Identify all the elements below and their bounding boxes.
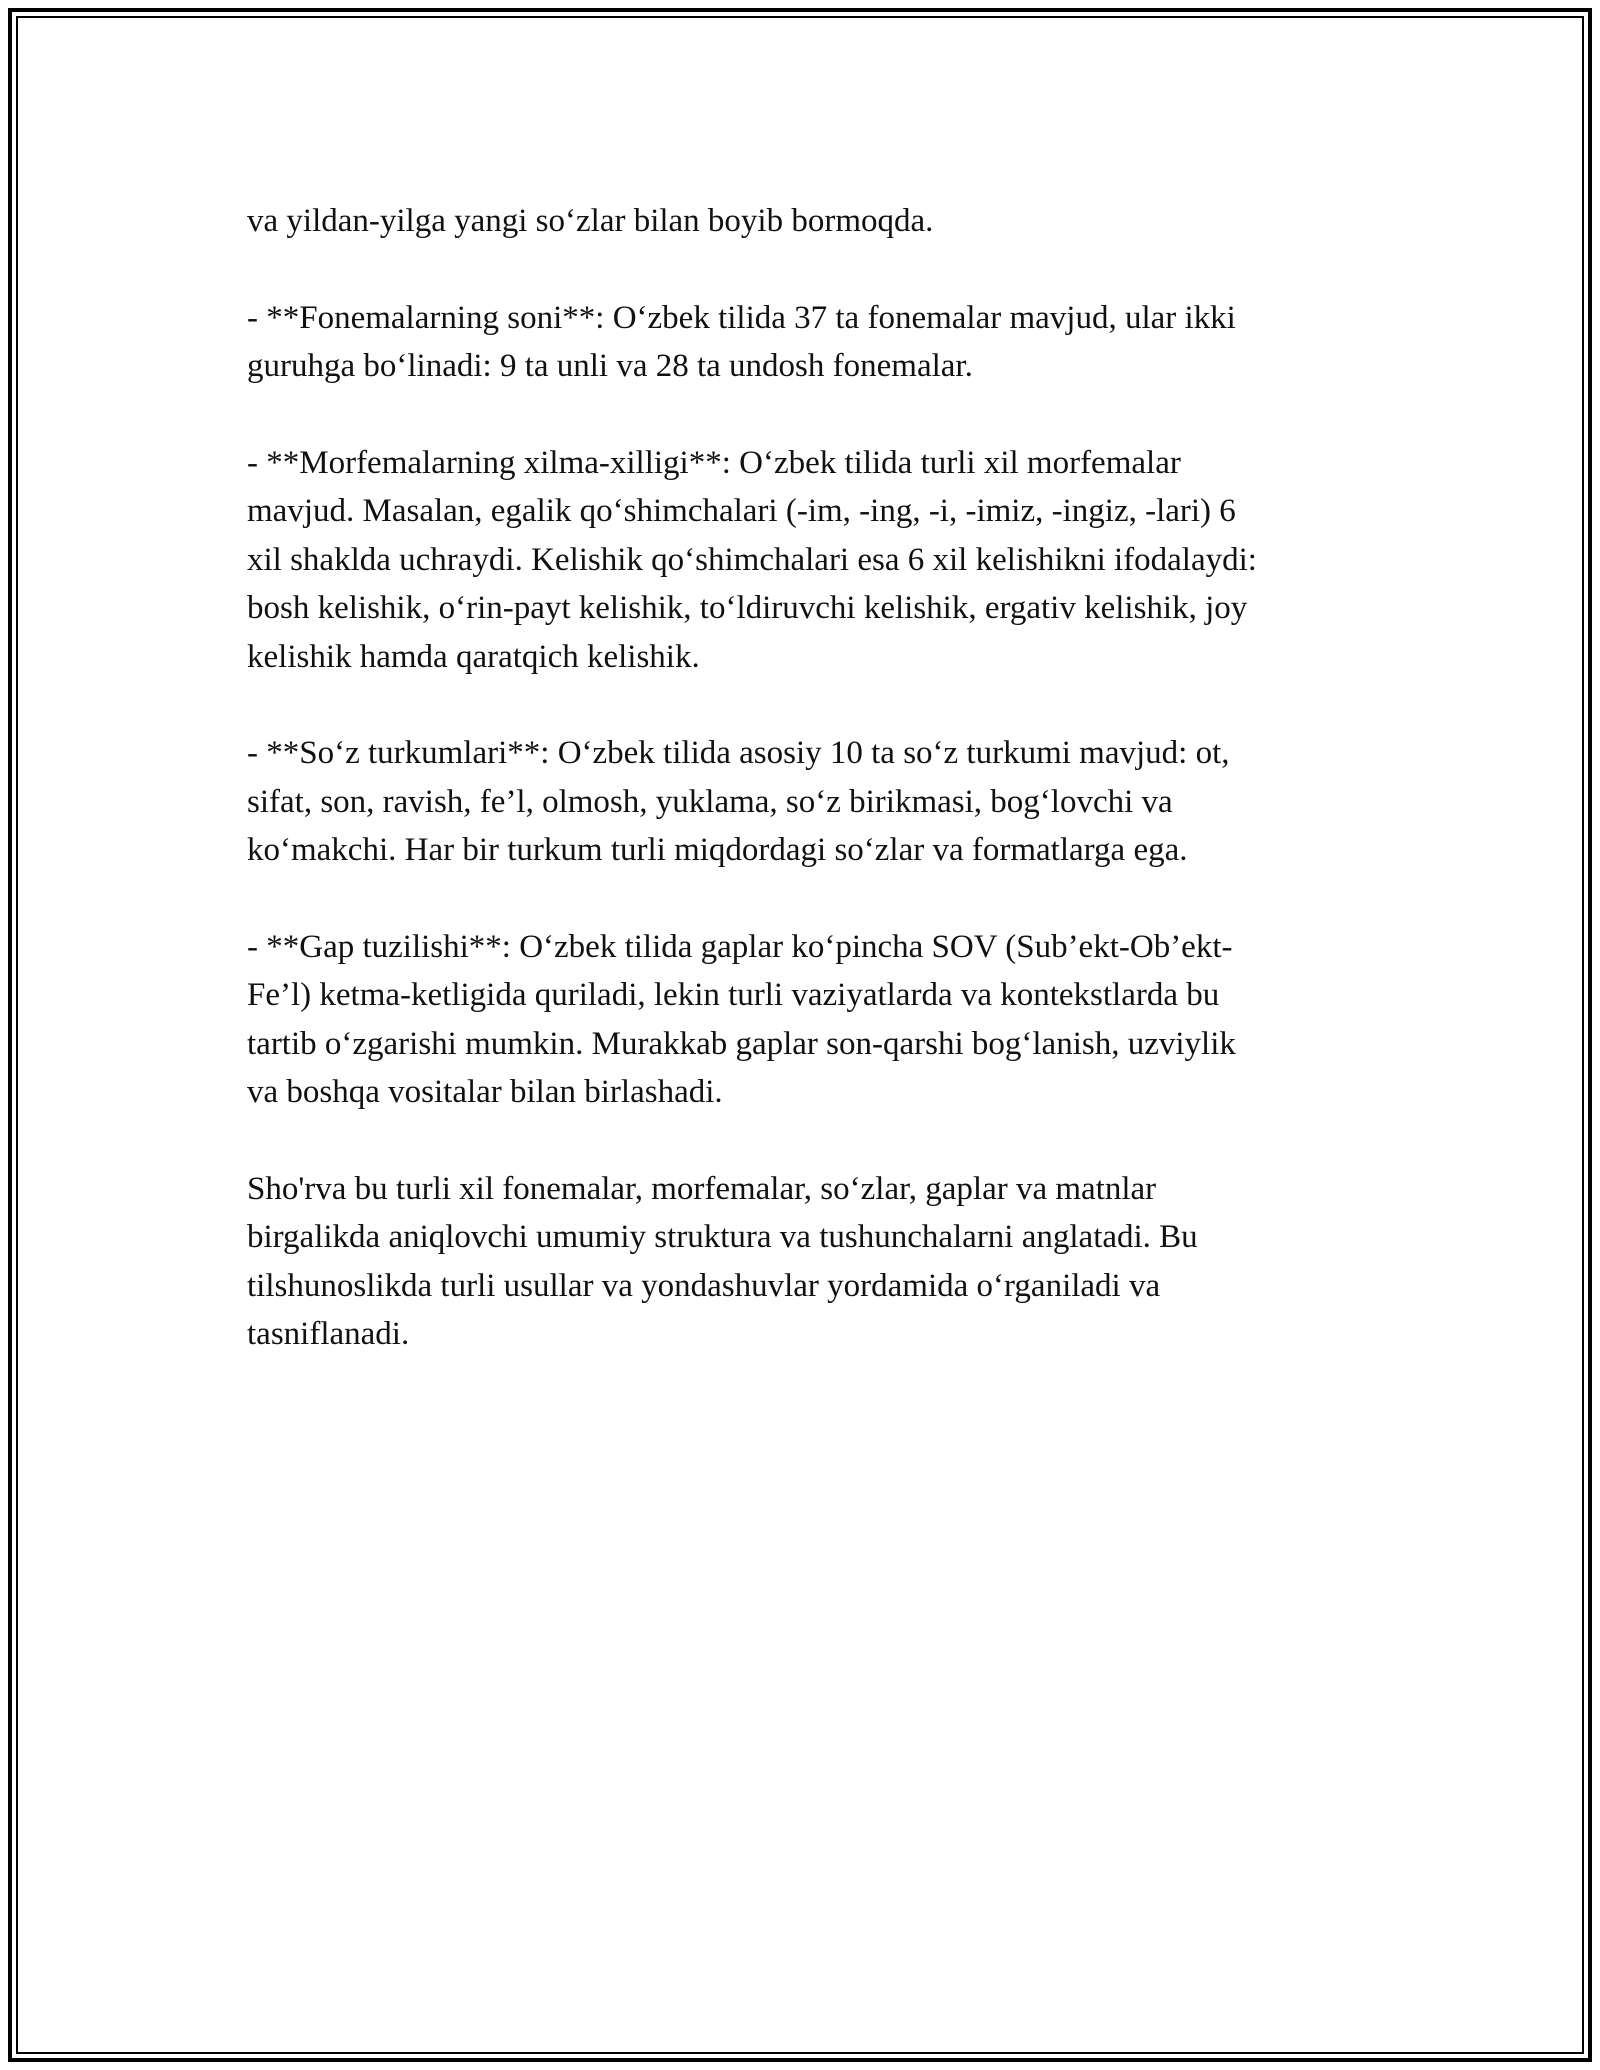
paragraph-sentence-structure: - **Gap tuzilishi**: O‘zbek tilida gaplar ko‘pincha SOV (Sub’ekt-Ob’ekt- Fe’l) ketma-ketligida quriladi, lekin turli vaziyatlarda va kontekstlarda bu tartib o‘zgarishi mumkin. Murakkab gaplar son-qarshi bog‘lanish, uzviylik va boshqa vositalar bilan birlashadi. xyxy=(247,928,1236,1110)
document-body xyxy=(247,197,1377,1407)
paragraph-morpheme-variety: - **Morfemalarning xilma-xilligi**: O‘zbek tilida turli xil morfemalar mavjud. Masalan, egalik qo‘shimchalari (-im, -ing, -i, -imiz, -ingiz, -lari) 6 xil shaklda uchraydi. Kelishik qo‘shimchalari esa 6 xil kelishikni ifodalaydi: bosh kelishik, o‘rin-payt kelishik, to‘ldiruvchi kelishik, ergativ kelishik, joy kelishik hamda qaratqich kelishik. xyxy=(247,444,1257,675)
paragraph-intro-continuation: va yildan-yilga yangi so‘zlar bilan boyib bormoqda. xyxy=(247,203,934,239)
paragraph-phoneme-count: - **Fonemalarning soni**: O‘zbek tilida 37 ta fonemalar mavjud, ular ikki guruhga bo‘linadi: 9 ta unli va 28 ta undosh fonemalar. xyxy=(247,299,1236,384)
page-border xyxy=(8,8,1592,2062)
paragraph-word-classes: - **So‘z turkumlari**: O‘zbek tilida asosiy 10 ta so‘z turkumi mavjud: ot, sifat, son, ravish, fe’l, olmosh, yuklama, so‘z birikmasi, bog‘lovchi va ko‘makchi. Har bir turkum turli miqdordagi so‘zlar va formatlarga ega. xyxy=(247,735,1230,868)
paragraph-conclusion: Sho'rva bu turli xil fonemalar, morfemalar, so‘zlar, gaplar va matnlar birgalikda aniqlovchi umumiy struktura va tushunchalarni anglatadi. Bu tilshunoslikda turli usullar va yondashuvlar yordamida o‘rganiladi va tasniflanadi. xyxy=(247,1170,1198,1352)
